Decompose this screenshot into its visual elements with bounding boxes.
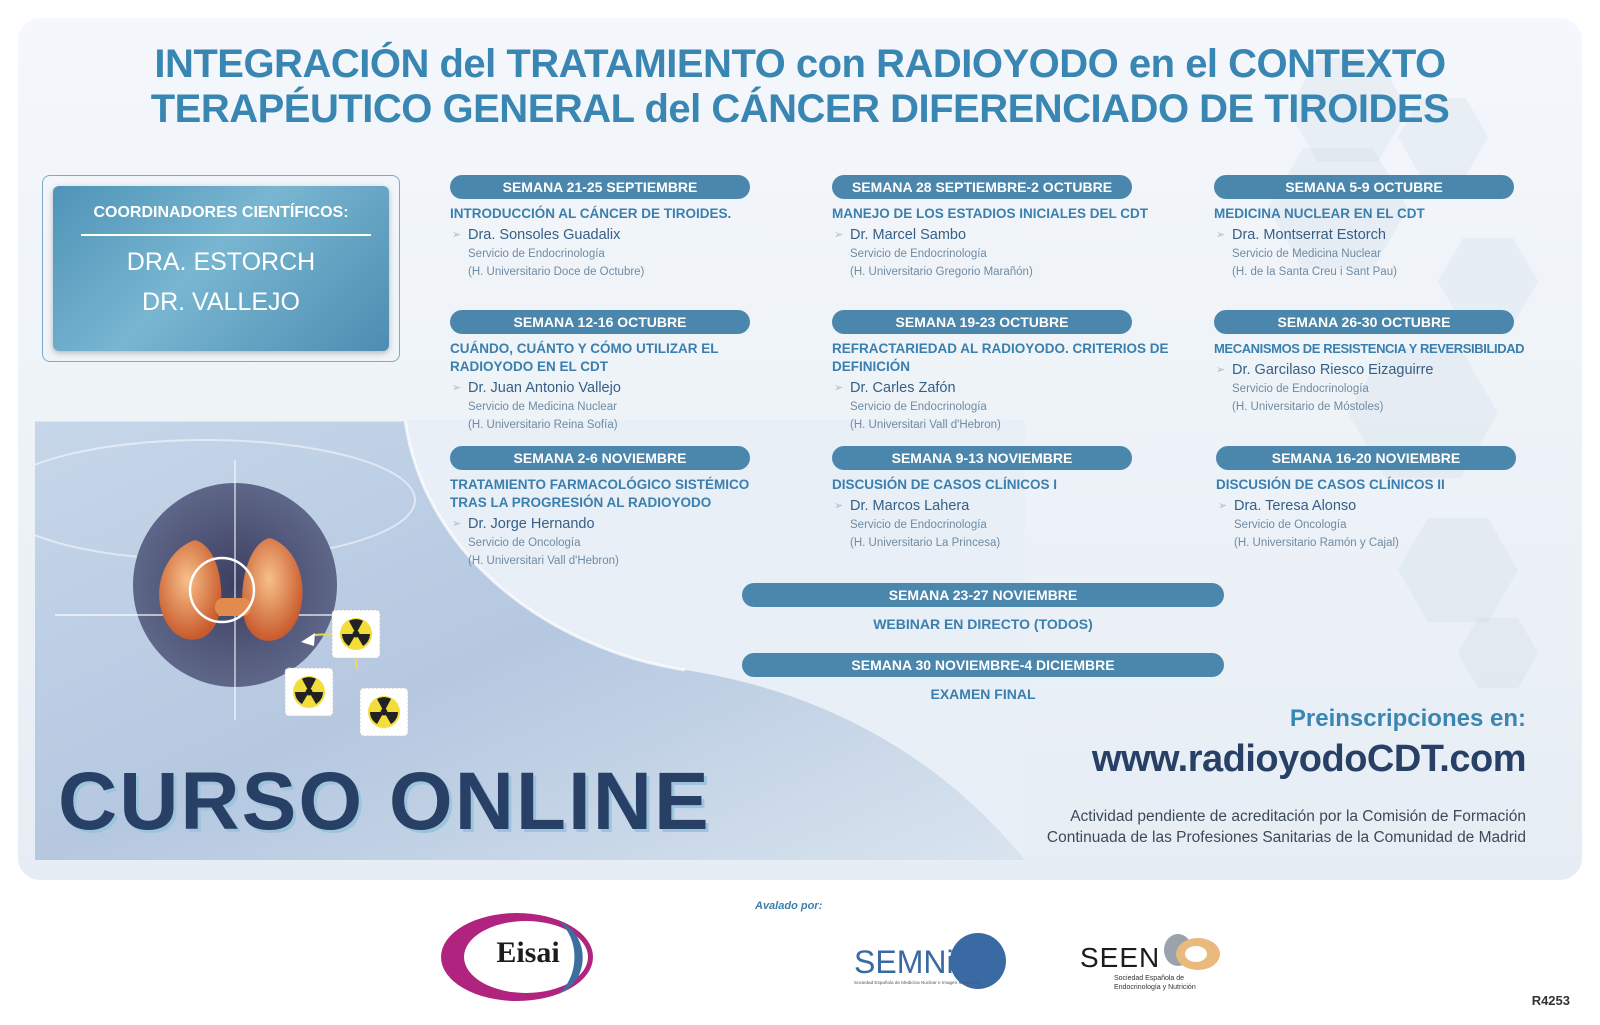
reference-code: R4253: [1531, 993, 1570, 1008]
week-header: SEMANA 21-25 SEPTIEMBRE: [450, 175, 750, 199]
speaker-hospital: (H. Universitario Doce de Octubre): [468, 266, 645, 278]
week-title: TRATAMIENTO FARMACOLÓGICO SISTÉMICO TRAS LA PROGRESIÓN AL RADIOYODO: [450, 477, 750, 510]
coordinators-box: [42, 175, 400, 362]
week-header: SEMANA 16-20 NOVIEMBRE: [1216, 446, 1516, 470]
speaker-name: ➢ Dra. Teresa Alonso: [1218, 498, 1357, 514]
week-title: CUÁNDO, CUÁNTO Y CÓMO UTILIZAR EL RADIOYODO EN EL CDT: [450, 341, 719, 374]
week-header: SEMANA 26-30 OCTUBRE: [1214, 310, 1514, 334]
pointer-icon: ➢: [834, 229, 844, 241]
speaker-name: ➢ Dr. Marcos Lahera: [834, 498, 970, 514]
coordinators-card: [53, 186, 389, 351]
speaker-name: ➢ Dra. Montserrat Estorch: [1216, 227, 1386, 243]
radiation-icon: [360, 688, 408, 736]
course-online-label: CURSO ONLINE: [58, 756, 711, 847]
week-title: INTRODUCCIÓN AL CÁNCER DE TIROIDES.: [450, 206, 732, 221]
speaker-name: ➢ Dr. Jorge Hernando: [452, 516, 595, 532]
eisai-logo: Eisai: [440, 912, 594, 1002]
page-title: [0, 42, 1600, 132]
speaker-department: Servicio de Medicina Nuclear: [1232, 248, 1381, 260]
week-block: [450, 310, 780, 434]
week-title: MEDICINA NUCLEAR EN EL CDT: [1214, 206, 1425, 221]
coordinators-label: COORDINADORES CIENTÍFICOS:: [93, 204, 349, 221]
speaker-name: ➢ Dr. Garcilaso Riesco Eizaguirre: [1216, 362, 1434, 378]
week-title: MECANISMOS DE RESISTENCIA Y REVERSIBILIDAD: [1214, 341, 1525, 356]
title-line-2: TERAPÉUTICO GENERAL del CÁNCER DIFERENCIADO DE TIROIDES: [150, 87, 1450, 131]
speaker-hospital: (H. Universitario de Móstoles): [1232, 401, 1384, 413]
speaker-department: Servicio de Oncología: [468, 537, 581, 549]
exam-label: EXAMEN FINAL: [930, 686, 1036, 702]
speaker-department: Servicio de Medicina Nuclear: [468, 401, 617, 413]
coordinator-name: DR. VALLEJO: [142, 288, 300, 316]
webinar-label: WEBINAR EN DIRECTO (TODOS): [873, 616, 1093, 632]
seen-logo: SEEN Sociedad Española de Endocrinología y Nutrición: [1080, 928, 1220, 994]
speaker-hospital: (H. de la Santa Creu i Sant Pau): [1232, 266, 1397, 278]
speaker-hospital: (H. Universitario Gregorio Marañón): [850, 266, 1033, 278]
week-block: [1214, 175, 1554, 281]
title-line-1: INTEGRACIÓN del TRATAMIENTO con RADIOYODO en el CONTEXTO: [154, 42, 1446, 86]
speaker-name: ➢ Dr. Marcel Sambo: [834, 227, 967, 243]
speaker-department: Servicio de Endocrinología: [850, 401, 987, 413]
week-header-exam: SEMANA 30 NOVIEMBRE-4 DICIEMBRE: [742, 653, 1224, 677]
week-header: SEMANA 2-6 NOVIEMBRE: [450, 446, 750, 470]
radiation-icon: [332, 610, 380, 658]
speaker-hospital: (H. Universitario La Princesa): [850, 537, 1001, 549]
week-block: [832, 446, 1172, 552]
accreditation-note: Actividad pendiente de acreditación por la Comisión de Formación Continuada de las Profesiones Sanitarias de la Comunidad de Madrid: [1046, 808, 1526, 846]
pointer-icon: ➢: [452, 229, 462, 241]
pointer-icon: ➢: [1218, 500, 1228, 512]
week-block: [1214, 310, 1559, 416]
radiation-icon: [285, 668, 333, 716]
week-block: [832, 175, 1172, 281]
week-block: [1216, 446, 1556, 552]
week-block: [450, 446, 780, 570]
week-title: REFRACTARIEDAD AL RADIOYODO. CRITERIOS DE DEFINICIÓN: [832, 341, 1169, 374]
preinscription-label: Preinscripciones en:: [1289, 705, 1526, 732]
week-title: MANEJO DE LOS ESTADIOS INICIALES DEL CDT: [832, 206, 1149, 221]
speaker-department: Servicio de Endocrinología: [1232, 383, 1369, 395]
speaker-name: ➢ Dra. Sonsoles Guadalix: [452, 227, 621, 243]
speaker-name: ➢ Dr. Carles Zafón: [834, 380, 956, 396]
week-block: [450, 175, 750, 281]
pointer-icon: ➢: [834, 500, 844, 512]
speaker-hospital: (H. Universitario Ramón y Cajal): [1234, 537, 1399, 549]
week-block: [832, 310, 1172, 434]
speaker-department: Servicio de Oncología: [1234, 519, 1347, 531]
speaker-hospital: (H. Universitari Vall d'Hebron): [468, 555, 619, 567]
pointer-icon: ➢: [452, 382, 462, 394]
week-header: SEMANA 5-9 OCTUBRE: [1214, 175, 1514, 199]
week-header: SEMANA 28 SEPTIEMBRE-2 OCTUBRE: [832, 175, 1132, 199]
coordinators-divider: [81, 234, 371, 236]
week-title: DISCUSIÓN DE CASOS CLÍNICOS II: [1216, 477, 1445, 492]
week-header: SEMANA 9-13 NOVIEMBRE: [832, 446, 1132, 470]
coordinator-name: DRA. ESTORCH: [126, 248, 316, 276]
pointer-icon: ➢: [452, 518, 462, 530]
pointer-icon: ➢: [834, 382, 844, 394]
speaker-hospital: (H. Universitario Reina Sofía): [468, 419, 618, 431]
speaker-name: ➢ Dr. Juan Antonio Vallejo: [452, 380, 621, 396]
speaker-department: Servicio de Endocrinología: [850, 248, 987, 260]
week-header: SEMANA 12-16 OCTUBRE: [450, 310, 750, 334]
week-header: SEMANA 19-23 OCTUBRE: [832, 310, 1132, 334]
course-url-link[interactable]: www.radioyodoCDT.com: [1091, 738, 1526, 780]
week-title: DISCUSIÓN DE CASOS CLÍNICOS I: [832, 477, 1058, 492]
speaker-department: Servicio de Endocrinología: [468, 248, 605, 260]
speaker-department: Servicio de Endocrinología: [850, 519, 987, 531]
semnim-logo: SEMNim Sociedad Española de Medicina Nuclear e Imagen Molecular: [852, 930, 1012, 990]
speaker-hospital: (H. Universitari Vall d'Hebron): [850, 419, 1001, 431]
endorsed-by-label: Avalado por:: [755, 900, 823, 912]
pointer-icon: ➢: [1216, 229, 1226, 241]
week-header-webinar: SEMANA 23-27 NOVIEMBRE: [742, 583, 1224, 607]
pointer-icon: ➢: [1216, 364, 1226, 376]
